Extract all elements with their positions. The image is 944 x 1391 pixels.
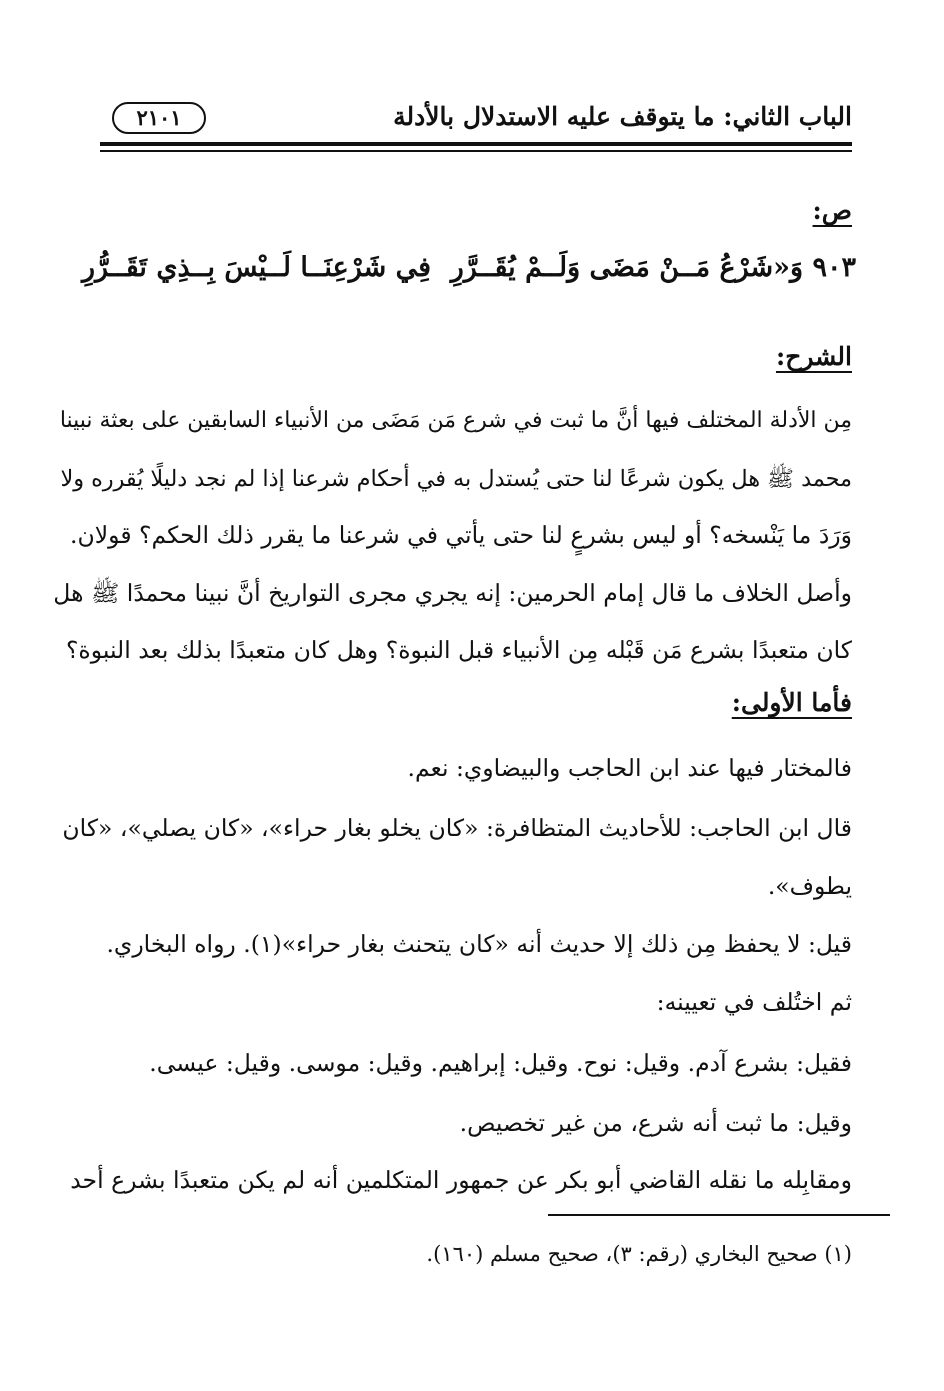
body-line: وقيل: ما ثبت أنه شرع، من غير تخصيص.: [459, 1109, 852, 1137]
body-line: كان متعبدًا بشرع مَن قَبْله مِن الأنبياء قبل النبوة؟ وهل كان متعبدًا بذلك بعد النبوة؟: [65, 636, 852, 664]
body-line: محمد ﷺ هل يكون شرعًا لنا حتى يُستدل به في أحكام شرعنا إذا لم نجد دليلًا يُقرره ولا: [60, 466, 852, 492]
commentary-section-label: الشرح:: [775, 342, 852, 371]
header-rule-thin: [100, 150, 852, 152]
body-line: ومقابِله ما نقله القاضي أبو بكر عن جمهور المتكلمين أنه لم يكن متعبدًا بشرع أحد: [70, 1166, 852, 1194]
body-line: وَرَدَ ما يَنْسخه؟ أو ليس بشرعٍ لنا حتى يأتي في شرعنا ما يقرر ذلك الحكم؟ قولان.: [70, 521, 852, 549]
text-section-label: ص:: [812, 196, 852, 225]
first-section-label: فأما الأولى:: [731, 688, 852, 717]
body-line: قيل: لا يحفظ مِن ذلك إلا حديث أنه «كان يتحنث بغار حراء»(١). رواه البخاري.: [106, 930, 852, 958]
body-line: قال ابن الحاجب: للأحاديث المتظافرة: «كان يخلو بغار حراء»، «كان يصلي»، «كان: [62, 814, 852, 842]
footnote-rule: [548, 1214, 890, 1216]
page-header: [100, 92, 852, 140]
body-line: فقيل: بشرع آدم. وقيل: نوح. وقيل: إبراهيم. وقيل: موسى. وقيل: عيسى.: [149, 1049, 852, 1077]
verse-line: [82, 252, 856, 302]
page-number-badge: ٢١٠١: [112, 102, 206, 134]
body-line: مِن الأدلة المختلف فيها أنَّ ما ثبت في شرع مَن مَضَى من الأنبياء السابقين على بعثة نبينا: [59, 408, 852, 433]
verse-first-hemistich: ٩٠٣ وَ«شَرْعُ مَــنْ مَضَى وَلَــمْ يُقَــرَّرِ: [450, 252, 856, 283]
verse-second-hemistich: فِي شَرْعِنَــا لَــيْسَ بِــذِي تَقَــرُّرِ: [82, 252, 432, 283]
body-line: وأصل الخلاف ما قال إمام الحرمين: إنه يجري مجرى التواريخ أنَّ نبينا محمدًا ﷺ هل: [53, 579, 852, 607]
header-rule-thick: [100, 142, 852, 146]
chapter-title: الباب الثاني: ما يتوقف عليه الاستدلال بالأدلة: [393, 102, 852, 131]
body-line: فالمختار فيها عند ابن الحاجب والبيضاوي: نعم.: [407, 754, 852, 782]
body-line: يطوف».: [767, 872, 852, 900]
body-line: ثم اختُلف في تعيينه:: [656, 988, 852, 1016]
footnote: (١) صحيح البخاري (رقم: ٣)، صحيح مسلم (١٦٠).: [426, 1242, 852, 1266]
